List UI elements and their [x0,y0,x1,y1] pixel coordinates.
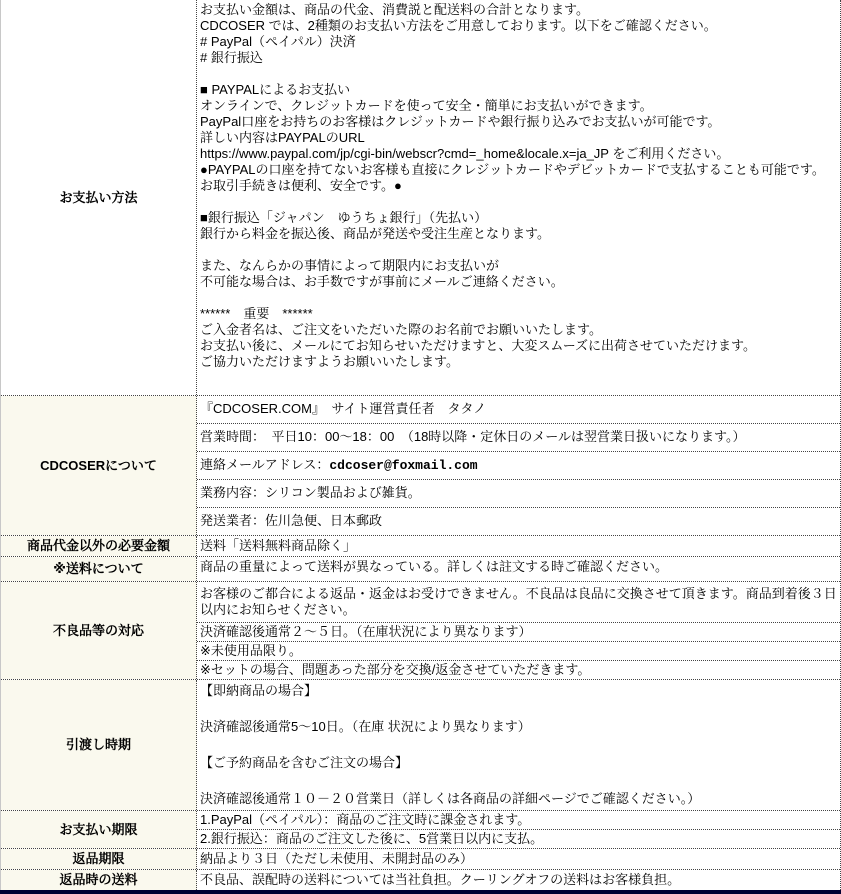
paypal-url-line: https://www.paypal.com/jp/cgi-bin/webscr?cmd=_home&locale.x=ja_JP をご利用ください。 [200,146,730,161]
table-row-payment-method [1,0,840,395]
row-label-payment-method: お支払い方法 [1,0,197,395]
payment-line [200,242,838,258]
shipping-note-content [197,557,840,581]
payment-line: # PayPal（ペイパル）決済 [200,34,356,49]
table-row-extra-fees [1,535,840,556]
payment-deadline-line: 2.銀行振込：商品のご注文した後に、5営業日以内に支払。 [200,831,544,846]
payment-line [200,290,838,306]
row-label-about: CDCOSERについて [1,396,197,535]
delivery-line [200,700,838,718]
defect-policy-line: ※セットの場合、問題あった部分を交換/返金させていただきます。 [200,662,591,677]
contact-email-address: cdcoser@foxmail.com [329,458,478,473]
delivery-line: 決済確認後通常１０－２０営業日（詳しくは各商品の詳細ページでご確認ください。） [200,791,701,806]
delivery-line [200,772,838,790]
table-row-shipping-note [1,556,840,581]
delivery-line: 決済確認後通常5～10日。（在庫 状況により異なります） [200,719,531,734]
contact-email-label: 連絡メールアドレス： [200,457,330,472]
delivery-line: 【即納商品の場合】 [200,683,318,698]
row-label-extra-fees: 商品代金以外の必要金額 [1,536,197,556]
table-row-return-period [1,848,840,869]
payment-line: ■銀行振込「ジャパン ゆうちょ銀行」（先払い） [200,210,488,225]
important-note-header: ****** 重要 ****** [200,306,313,321]
payment-method-content [197,0,840,395]
table-row-delivery-time [1,679,840,810]
delivery-line [200,736,838,754]
payment-line: PayPal口座をお持ちのお客様はクレジットカードや銀行振り込みでお支払いが可能です。 [200,114,721,129]
payment-line: 不可能な場合は、お手数ですが事前にメールご連絡ください。 [200,274,564,289]
defect-policy-line: ※未使用品限り。 [197,642,840,661]
row-label-defect-policy: 不良品等の対応 [1,582,197,679]
row-label-shipping-note: ※送料について [1,557,197,581]
payment-line: お取引手続きは便利、安全です。● [200,178,402,193]
return-shipping-content [197,870,840,890]
delivery-time-content [197,680,840,810]
row-label-delivery-time: 引渡し時期 [1,680,197,810]
business-content-line: 業務内容：シリコン製品および雑貨。 [197,480,840,508]
about-content [197,396,840,535]
contact-email-line [197,452,840,480]
payment-line: # 銀行振込 [200,50,263,65]
payment-line: ご入金者名は、ご注文をいただいた際のお名前でお願いいたします。 [200,322,602,337]
payment-line: 詳しい内容はPAYPALのURL [200,130,365,145]
payment-line: CDCOSER では、2種類のお支払い方法をご用意しております。以下をご確認ください。 [200,18,717,33]
shipping-note-text: 商品の重量によって送料が異なっている。詳しくは註文する時ご確認ください。 [200,559,669,574]
table-row-payment-deadline [1,810,840,848]
table-row-return-shipping [1,869,840,890]
payment-line: オンラインで、クレジットカードを使って安全・簡単にお支払いができます。 [200,98,653,113]
site-owner-line: 『CDCOSER.COM』 サイト運営責任者 タタノ [197,396,840,424]
footer-divider-bar [0,890,841,894]
payment-line [200,194,838,210]
business-hours-line: 営業時間： 平日10：00～18：00 （18時以降・定休日のメールは翌営業日扱いになります。） [197,424,840,452]
payment-line: また、なんらかの事情によって期限内にお支払いが [200,258,500,273]
payment-line: お支払い金額は、商品の代金、消費説と配送料の合計となります。 [200,2,589,17]
row-label-return-shipping: 返品時の送料 [1,870,197,890]
shipper-line: 発送業者：佐川急便、日本郵政 [200,513,383,528]
row-label-payment-deadline: お支払い期限 [1,811,197,848]
table-row-defect-policy [1,581,840,679]
delivery-line: 【ご予約商品を含むご注文の場合】 [200,755,409,770]
extra-fees-content [197,536,840,556]
payment-deadline-content [197,811,840,848]
return-period-content [197,849,840,869]
defect-policy-line: お客様のご都合による返品・返金はお受けできません。不良品は良品に交換させて頂きます。商品到着後３日以内にお知らせください。 [197,582,840,623]
extra-fees-text: 送料「送料無料商品除く」 [200,538,357,553]
return-period-text: 納品より３日（ただし未使用、未開封品のみ） [200,851,474,866]
table-row-about [1,395,840,535]
payment-line: ■ PAYPALによるお支払い [200,82,351,97]
return-shipping-text: 不良品、誤配時の送料については当社負担。クーリングオフの送料はお客様負担。 [200,872,681,887]
payment-line: ご協力いただけますようお願いいたします。 [200,354,459,369]
defect-policy-content [197,582,840,679]
payment-line: 銀行から料金を振込後、商品が発送や受注生産となります。 [200,226,550,241]
payment-line: ●PAYPALの口座を持てないお客様も直接にクレジットカードやデビットカードで支払することも可能です。 [200,162,825,177]
payment-deadline-line: 1.PayPal（ペイパル）：商品のご注文時に課金されます。 [197,811,840,830]
payment-line: お支払い後に、メールにてお知らせいただけますと、大変スムーズに出荷させていただけます。 [200,338,757,353]
defect-policy-line: 決済確認後通常２～５日。（在庫状況により異なります） [197,623,840,642]
payment-line [200,66,838,82]
row-label-return-period: 返品期限 [1,849,197,869]
